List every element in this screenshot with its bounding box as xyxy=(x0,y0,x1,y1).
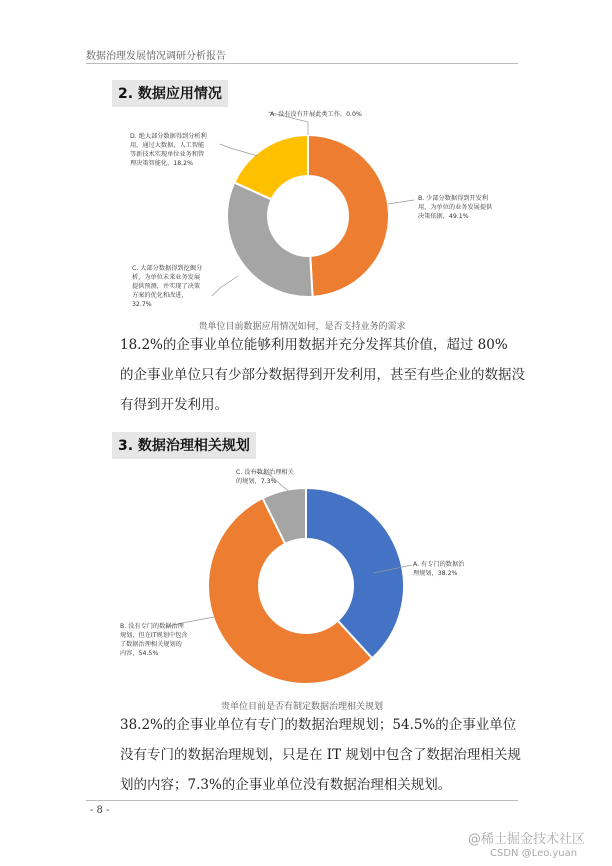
paragraph-line: 没有专门的数据治理规划，只是在 IT 规划中包含了数据治理相关规 xyxy=(120,747,521,763)
chart2-label-c: C. 没有数据治理相关 的规划，7.3% xyxy=(236,469,294,485)
section-heading-governance-plan: 3. 数据治理相关规划 xyxy=(112,432,256,459)
watermark-author: CSDN @Leo.yuan xyxy=(490,848,578,859)
chart2-label-a: A. 有专门的数据治 理规划，38.2% xyxy=(413,561,465,577)
paragraph-line: 有得到开发利用。 xyxy=(120,397,228,413)
chart1-caption: 贵单位目前数据应用情况如何，是否支持业务的需求 xyxy=(198,322,406,332)
chart1-label-b: B. 少部分数据得到开发利 用，为单位的业务发展提供 决策依据，49.1% xyxy=(418,195,493,220)
paragraph-line: 的企事业单位只有少部分数据得到开发利用，甚至有些企业的数据没 xyxy=(120,367,525,383)
section2-paragraph xyxy=(120,330,536,420)
paragraph-line: 18.2%的企事业单位能够利用数据并充分发挥其价值，超过 80% xyxy=(120,337,508,353)
section-heading-data-application: 2. 数据应用情况 xyxy=(112,80,228,107)
section3-paragraph xyxy=(120,710,536,800)
header-divider xyxy=(86,63,518,64)
chart1-label-a: A. 没有没有开展此类工作，0.0% xyxy=(270,111,362,118)
header-title: 数据治理发展情况调研分析报告 xyxy=(86,51,226,62)
page-number: - 8 - xyxy=(90,805,110,816)
chart1-label-d: D. 绝大部分数据得到分析利 用，通过大数据，人工智能 等新技术实现单位业务和管 理决策智能化，18.2% xyxy=(130,133,207,167)
chart2-label-b: B. 没有专门的数据治理 规划，但在IT规划中包含 了数据治理相关规划的 内容，54.5% xyxy=(120,623,188,657)
footer-divider xyxy=(86,800,518,801)
watermark-site: @稀土掘金技术社区 xyxy=(468,832,586,847)
chart1-leader-line-3 xyxy=(220,144,258,156)
chart1-label-c: C. 大部分数据得到挖掘分 析，为单位未来业务发展 提供预测，并实现了决策 方案的优化和改进， 32.7% xyxy=(132,265,203,308)
paragraph-line: 划的内容；7.3%的企事业单位没有数据治理相关规划。 xyxy=(120,777,452,793)
chart1-leader-line-1 xyxy=(388,200,414,204)
chart1-slice-1 xyxy=(308,135,389,297)
chart2-caption: 贵单位目前是否有制定数据治理相关规划 xyxy=(220,702,383,712)
paragraph-line: 38.2%的企事业单位有专门的数据治理规划；54.5%的企事业单位 xyxy=(120,717,517,733)
chart1-leader-line-2 xyxy=(212,276,238,296)
